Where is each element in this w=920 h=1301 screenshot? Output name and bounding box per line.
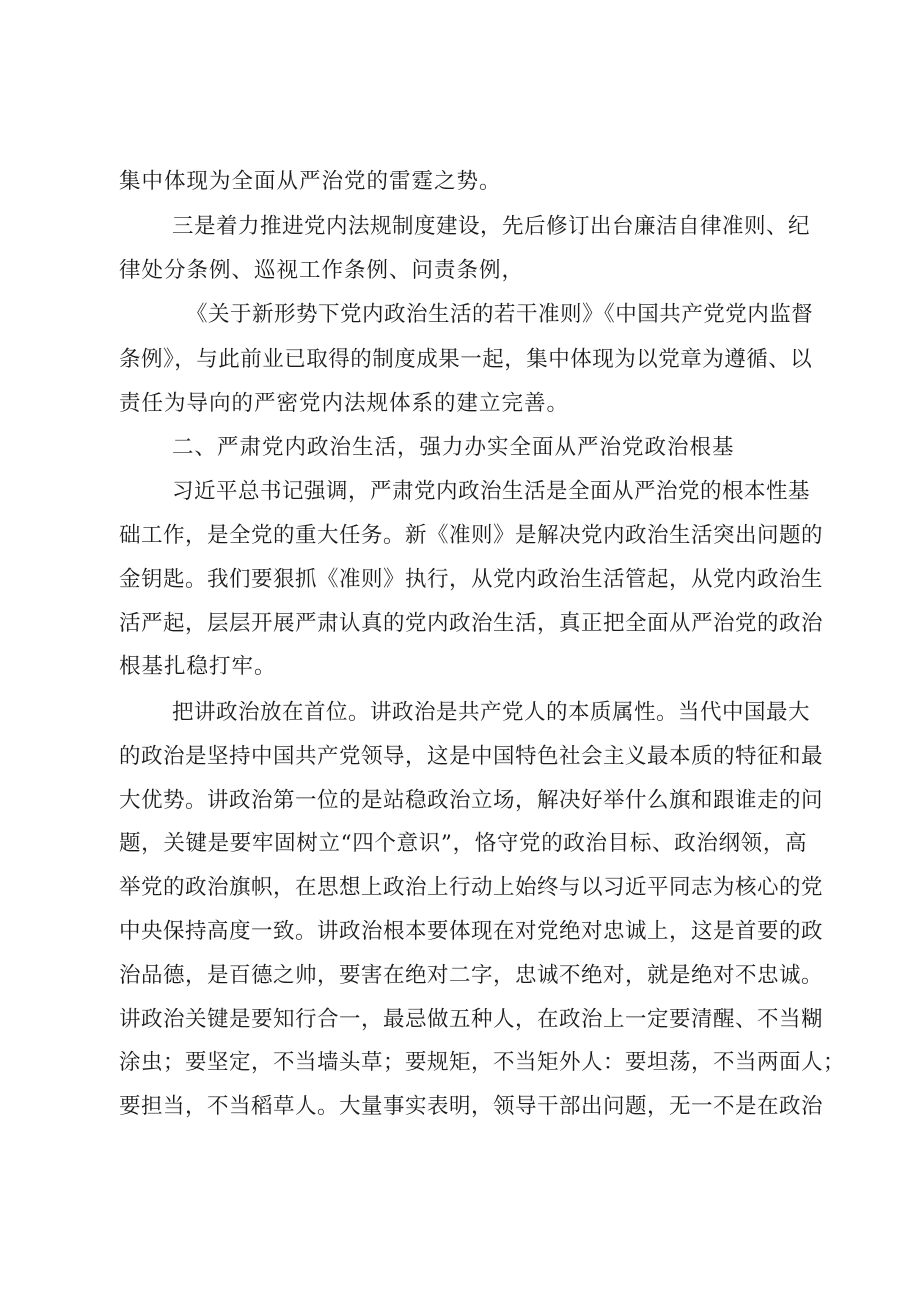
- text-line: 中央保持高度一致。讲政治根本要体现在对党绝对忠诚上，这是首要的政: [119, 919, 824, 944]
- text-line: 举党的政治旗帜，在思想上政治上行动上始终与以习近平同志为核心的党: [119, 875, 824, 900]
- section-heading: 二、严肃党内政治生活，强力办实全面从严治党政治根基: [172, 435, 735, 460]
- text-line: 活严起，层层开展严肃认真的党内政治生活，真正把全面从严治党的政治: [119, 611, 824, 636]
- text-line: 习近平总书记强调，严肃党内政治生活是全面从严治党的根本性基: [172, 479, 811, 504]
- text-line: 涂虫；要坚定，不当墙头草；要规矩，不当矩外人：要坦荡，不当两面人；: [119, 1050, 846, 1075]
- text-line: 讲政治关键是要知行合一，最忌做五种人，在政治上一定要清醒、不当糊: [119, 1007, 824, 1032]
- text-line: 条例》，与此前业已取得的制度成果一起，集中体现为以党章为遵循、以: [119, 347, 813, 372]
- text-line: 础工作，是全党的重大任务。新《准则》是解决党内政治生活突出问题的: [119, 523, 824, 548]
- text-line: 律处分条例、巡视工作条例、问责条例，: [119, 258, 525, 283]
- text-line: 题，关键是要牢固树立“四个意识”，恪守党的政治目标、政治纲领，高: [119, 831, 807, 856]
- text-line: 责任为导向的严密党内法规体系的建立完善。: [119, 391, 570, 416]
- text-line: 大优势。讲政治第一位的是站稳政治立场，解决好举什么旗和跟谁走的问: [119, 788, 824, 813]
- text-line: 把讲政治放在首位。讲政治是共产党人的本质属性。当代中国最大: [172, 700, 811, 725]
- text-line: 治品德，是百德之帅，要害在绝对二字，忠诚不绝对，就是绝对不忠诚。: [119, 963, 824, 988]
- text-line: 根基扎稳打牢。: [119, 654, 277, 679]
- text-line: 《关于新形势下党内政治生活的若干准则》《中国共产党党内监督: [186, 302, 814, 327]
- text-line: 三是着力推进党内法规制度建设，先后修订出台廉洁自律准则、纪: [172, 214, 811, 239]
- text-line: 集中体现为全面从严治党的雷霆之势。: [119, 169, 502, 194]
- text-line: 要担当，不当稻草人。大量事实表明，领导干部出问题，无一不是在政治: [119, 1094, 824, 1119]
- text-line: 金钥匙。我们要狠抓《准则》执行，从党内政治生活管起，从党内政治生: [119, 567, 824, 592]
- text-line: 的政治是坚持中国共产党领导，这是中国特色社会主义最本质的特征和最: [119, 744, 824, 769]
